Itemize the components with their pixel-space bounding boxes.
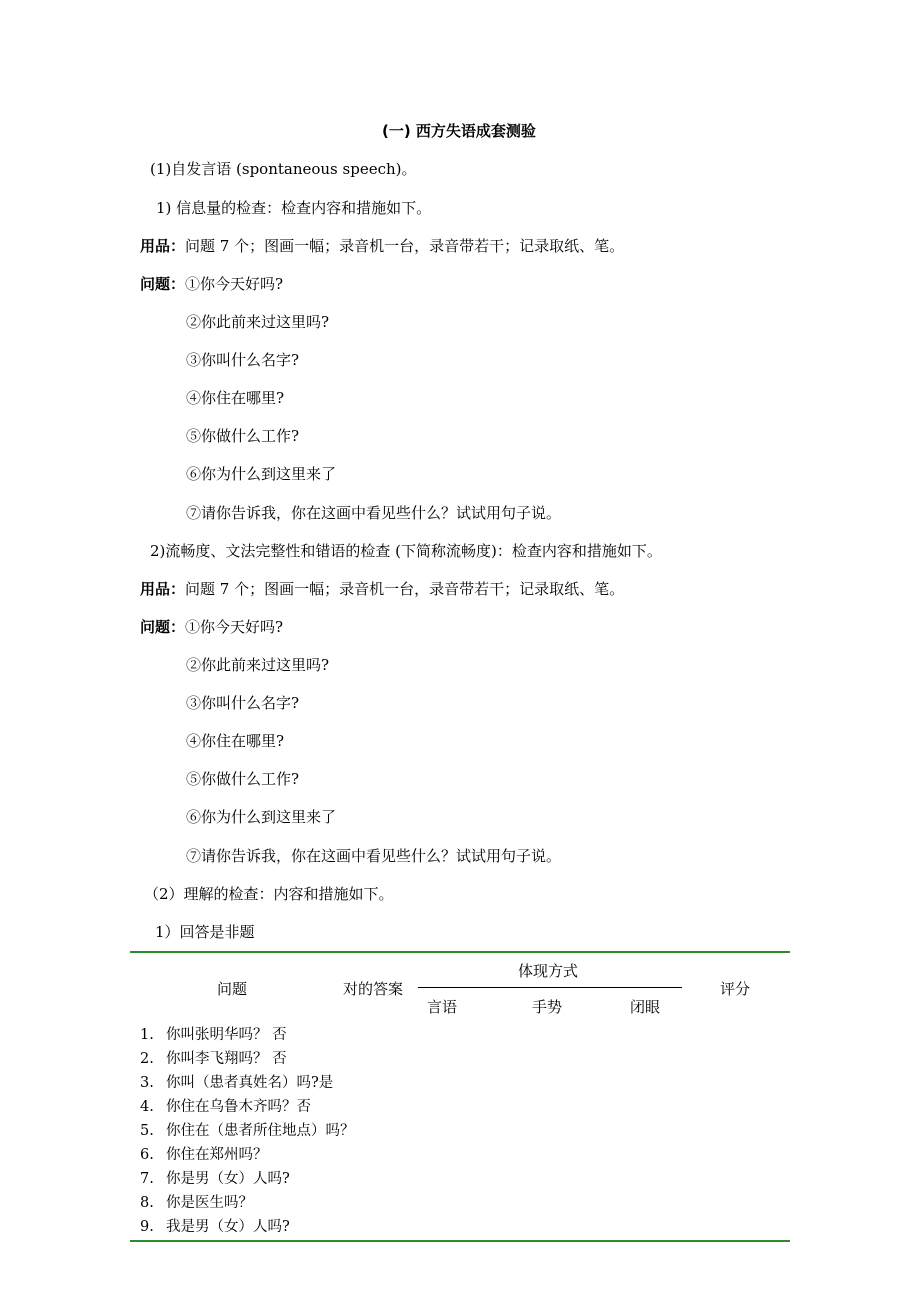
table-row: 8. 你是医生吗？ [140, 1195, 253, 1211]
question-item: ③你叫什么名字? [186, 351, 300, 369]
question-item: ⑤你做什么工作? [186, 427, 300, 445]
section2-heading: （2）理解的检查：内容和措施如下。 [144, 885, 394, 903]
table-row: 1. 你叫张明华吗？ 否 [140, 1027, 287, 1043]
questions-label: 问题： [140, 275, 186, 293]
section2-part1-heading: 1）回答是非题 [155, 923, 255, 941]
question-item: ②你此前来过这里吗? [186, 313, 330, 331]
header-eyes-closed: 闭眼 [630, 998, 661, 1016]
question-item: ④你住在哪里? [186, 389, 285, 407]
supplies-label: 用品： [140, 237, 186, 255]
table-top-rule [130, 951, 790, 953]
header-manifestation: 体现方式 [518, 962, 579, 980]
question-item: ②你此前来过这里吗? [186, 656, 330, 674]
part1-supplies [140, 236, 624, 256]
table-row: 6. 你住在郑州吗？ [140, 1147, 268, 1163]
supplies-text: 问题 7 个；图画一幅；录音机一台，录音带若干；记录取纸、笔。 [185, 580, 625, 598]
part1-heading: 1) 信息量的检查：检查内容和措施如下。 [156, 199, 432, 217]
table-row: 3. 你叫（患者真姓名）吗?是 [140, 1075, 334, 1091]
part1-question-line [140, 274, 283, 294]
page-title: (一) 西方失语成套测验 [382, 122, 536, 140]
question-item: ①你今天好吗? [185, 275, 284, 293]
table-row: 2. 你叫李飞翔吗？ 否 [140, 1051, 287, 1067]
header-correct-answer: 对的答案 [343, 980, 404, 998]
header-speech: 言语 [427, 998, 458, 1016]
part2-supplies [140, 579, 624, 599]
question-item: ④你住在哪里? [186, 732, 285, 750]
supplies-text: 问题 7 个；图画一幅；录音机一台，录音带若干；记录取纸、笔。 [185, 237, 625, 255]
table-row: 4. 你住在乌鲁木齐吗？否 [140, 1099, 311, 1115]
table-bottom-rule [130, 1240, 790, 1242]
header-score: 评分 [720, 980, 751, 998]
part2-question-line [140, 617, 283, 637]
question-item: ⑥你为什么到这里来了 [186, 465, 337, 483]
question-item: ⑦请你告诉我，你在这画中看见些什么？试试用句子说。 [186, 847, 562, 865]
table-row: 9. 我是男（女）人吗? [140, 1219, 290, 1235]
section1-heading: (1)自发言语 (spontaneous speech)。 [150, 160, 417, 178]
header-subrule [418, 987, 682, 988]
question-item: ③你叫什么名字? [186, 694, 300, 712]
table-row: 5. 你住在（患者所住地点）吗？ [140, 1123, 355, 1139]
header-gesture: 手势 [532, 998, 563, 1016]
question-item: ⑥你为什么到这里来了 [186, 808, 337, 826]
header-question: 问题 [217, 980, 248, 998]
questions-label: 问题： [140, 618, 186, 636]
question-item: ⑤你做什么工作? [186, 770, 300, 788]
part2-heading: 2)流畅度、文法完整性和错语的检查 (下简称流畅度)：检查内容和措施如下。 [150, 542, 662, 560]
question-item: ⑦请你告诉我，你在这画中看见些什么？试试用句子说。 [186, 504, 562, 522]
question-item: ①你今天好吗? [185, 618, 284, 636]
supplies-label: 用品： [140, 580, 186, 598]
table-row: 7. 你是男（女）人吗? [140, 1171, 290, 1187]
